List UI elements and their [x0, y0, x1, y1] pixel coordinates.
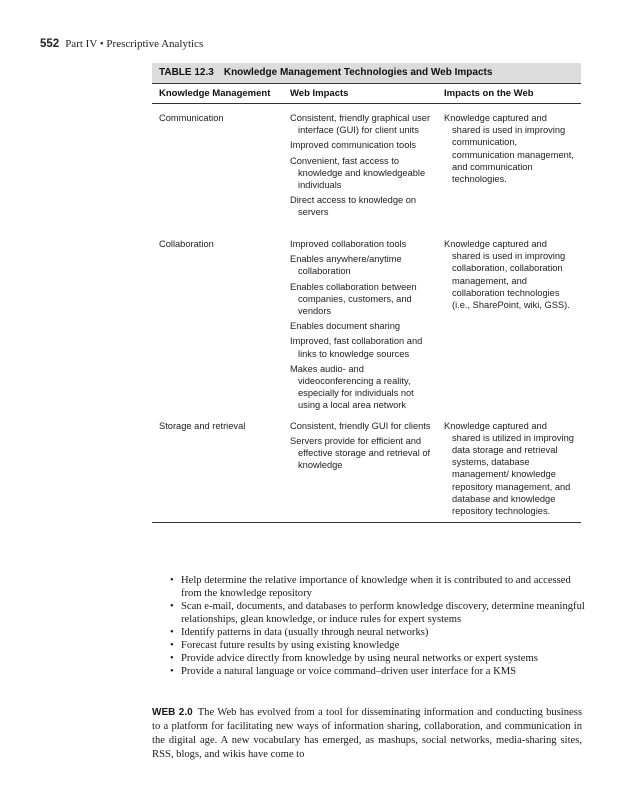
impact-on-web-cell — [437, 230, 581, 412]
table-header-row — [152, 84, 581, 104]
impact-on-web-cell — [437, 104, 581, 231]
web-impact-item: Improved collaboration tools — [290, 239, 407, 249]
impact-on-web-cell — [437, 412, 581, 523]
bullet-marker: • — [170, 666, 174, 677]
web-impact-item: Makes audio- and videoconferencing a reality, especially for individuals not using a local area network — [290, 363, 414, 411]
bullet-list — [170, 574, 590, 678]
table-row — [152, 412, 581, 523]
web-impact-item: Improved, fast collaboration and links to knowledge sources — [290, 336, 423, 359]
web-impacts-cell — [283, 104, 437, 231]
body-paragraph — [152, 706, 582, 762]
list-item-text: Help determine the relative importance of knowledge when it is contributed to and accessed from the knowledge repository — [181, 575, 571, 599]
list-item-text: Provide a natural language or voice command–driven user interface for a KMS — [181, 666, 517, 677]
list-item — [170, 574, 590, 600]
table-row — [152, 230, 581, 412]
km-cell: Collaboration — [159, 239, 214, 249]
web-impact-item: Consistent, friendly GUI for clients — [290, 420, 431, 431]
list-item-text: Scan e-mail, documents, and databases to perform knowledge discovery, determine meaningful relationships, glean knowledge, or induce rules for expert systems — [181, 601, 585, 625]
web-impact-item: Servers provide for efficient and effective storage and retrieval of knowledge — [290, 435, 431, 471]
km-table — [152, 63, 581, 523]
list-item — [170, 639, 590, 652]
paragraph-heading: WEB 2.0 — [152, 707, 193, 718]
bullet-marker: • — [170, 601, 174, 612]
web-impact-item: Consistent, friendly graphical user interface (GUI) for client units — [290, 113, 431, 136]
table-caption — [152, 63, 581, 83]
web-impact-item: Enables anywhere/anytime collaboration — [290, 254, 402, 277]
column-header: Web Impacts — [283, 84, 437, 104]
list-item-text: Provide advice directly from knowledge by using neural networks or expert systems — [181, 653, 538, 664]
web-impact-item: Direct access to knowledge on servers — [290, 195, 417, 218]
table-title: Knowledge Management Technologies and Web Impacts — [223, 67, 493, 78]
column-header: Impacts on the Web — [437, 84, 581, 104]
bullet-marker: • — [170, 575, 174, 586]
page-number: 552 — [40, 38, 60, 50]
paragraph-text: The Web has evolved from a tool for disseminating information and conducting business to a platform for facilitating new ways of information sharing, collaboration, and communication in the digital age. A new vocabulary has emerged, as mashups, social networks, media-sharing sites, RSS, blogs, and wikis have come to — [152, 707, 582, 760]
web-impacts-cell — [283, 230, 437, 412]
table-row — [152, 104, 581, 231]
km-cell: Storage and retrieval — [152, 412, 283, 523]
web-impact-item: Enables collaboration between companies, customers, and vendors — [290, 281, 417, 317]
list-item — [170, 626, 590, 639]
bullet-marker: • — [170, 627, 174, 638]
km-cell: Communication — [159, 113, 224, 123]
bullet-marker: • — [170, 653, 174, 664]
running-head: Part IV • Prescriptive Analytics — [65, 38, 204, 50]
list-item-text: Forecast future results by using existing knowledge — [181, 640, 400, 651]
web-impact-item: Improved communication tools — [290, 140, 417, 151]
list-item — [170, 665, 590, 678]
table-body — [152, 83, 581, 523]
bullet-marker: • — [170, 640, 174, 651]
column-header: Knowledge Management — [152, 84, 283, 104]
web-impact-item: Convenient, fast access to knowledge and knowledgeable individuals — [290, 155, 426, 191]
impact-on-web-text: Knowledge captured and shared is utilized in improving data storage and retrieval systems, database management/ knowledge repository management, and database and knowledge repository technologies. — [444, 420, 574, 517]
list-item — [170, 600, 590, 626]
list-item-text: Identify patterns in data (usually through neural networks) — [181, 627, 429, 638]
web-impact-item: Enables document sharing — [290, 321, 401, 332]
table-number: TABLE 12.3 — [159, 67, 214, 78]
list-item — [170, 652, 590, 665]
impact-on-web-text: Knowledge captured and shared is used in improving collaboration, collaboration management, and collaboration technologies (i.e., SharePoint, wiki, GSS). — [444, 239, 570, 311]
running-header — [40, 38, 203, 50]
impact-on-web-text: Knowledge captured and shared is used in improving communication, communication management, and communication technologies. — [444, 113, 574, 185]
web-impacts-cell — [283, 412, 437, 523]
